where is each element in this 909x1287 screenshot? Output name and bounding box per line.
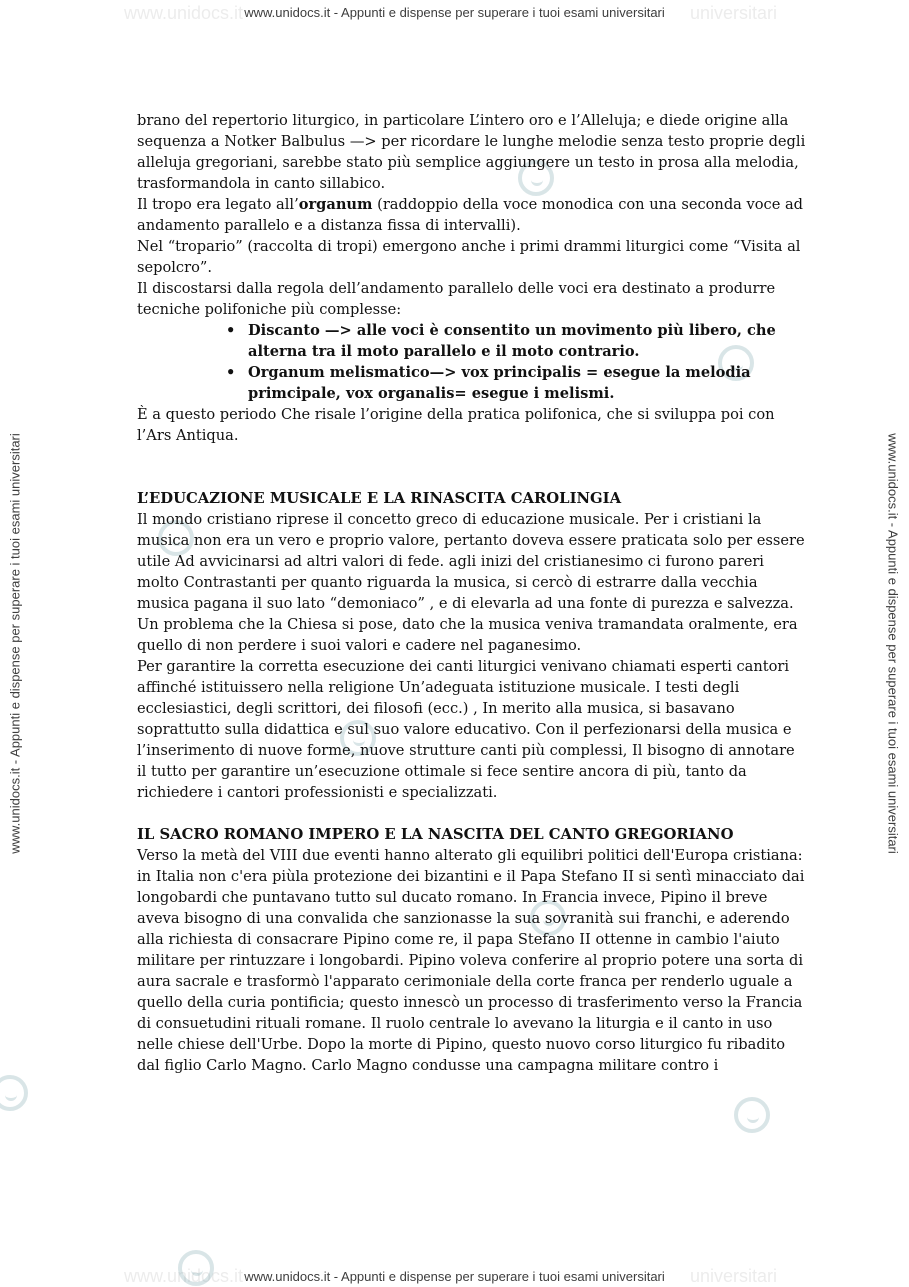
heading-educazione-musicale: L’EDUCAZIONE MUSICALE E LA RINASCITA CAROLINGIA xyxy=(137,490,622,507)
ghost-watermark-bottom-right: universitari xyxy=(690,1266,778,1286)
document-body xyxy=(137,110,807,1076)
unidocs-logo-icon xyxy=(734,1097,770,1133)
ghost-watermark-bottom-left: www.unidocs.it xyxy=(124,1266,244,1286)
paragraph-ars-antiqua: È a questo periodo Che risale l’origine della pratica polifonica, che si sviluppa poi con l’Ars Antiqua. xyxy=(137,406,775,444)
paragraph-tropario: Nel “tropario” (raccolta di tropi) emergono anche i primi drammi liturgici come “Visita al sepolcro”. xyxy=(137,238,801,276)
paragraph-tropo-end: (raddoppio della voce monodica con una seconda voce ad andamento parallelo e a distanza fissa di intervalli). xyxy=(137,196,804,234)
paragraph-esecuzione-canti: Per garantire la corretta esecuzione dei canti liturgici venivano chiamati esperti cantori affinché istituissero nella religione Un’adeguata istituzione musicale. I testi degli ecclesiastici, degli scrittori, dei filosofi (ecc.) , In merito alla musica, si basavano soprattutto sulla didattica e sul suo valore educativo. Con il perfezionarsi della musica e l’inserimento di nuove forme, nuove strutture canti più complessi, Il bisogno di annotare il tutto per garantire un’esecuzione ottimale si fece sentire ancora di più, tanto da richiedere i cantori professionisti e specializzati. xyxy=(137,658,795,801)
ghost-watermark-top-right: universitari xyxy=(690,3,778,23)
watermark-left-side: www.unidocs.it - Appunti e dispense per superare i tuoi esami universitari xyxy=(7,433,23,854)
term-organum: organum xyxy=(298,196,373,213)
ghost-watermark-top-left: www.unidocs.it xyxy=(124,3,244,23)
section-spacer xyxy=(137,803,807,824)
technique-list xyxy=(137,320,807,404)
watermark-right-side: www.unidocs.it - Appunti e dispense per superare i tuoi esami universitari xyxy=(885,433,901,854)
paragraph-tropo xyxy=(137,194,807,236)
section-spacer xyxy=(137,446,807,488)
watermark-header: www.unidocs.it - Appunti e dispense per superare i tuoi esami universitari xyxy=(244,5,665,20)
paragraph-sequenza: brano del repertorio liturgico, in particolare L’intero oro e l’Alleluja; e diede origine alla sequenza a Notker Balbulus —> per ricordare le lunghe melodie senza testo proprie degli alleluja gregoriani, sarebbe stato più semplice aggiungere un testo in prosa alla melodia, trasformandola in canto sillabico. xyxy=(137,112,806,192)
paragraph-polifonia-intro: Il discostarsi dalla regola dell’andamento parallelo delle voci era destinato a produrre tecniche polifoniche più complesse: xyxy=(137,280,776,318)
paragraph-mondo-cristiano: Il mondo cristiano riprese il concetto greco di educazione musicale. Per i cristiani la musica non era un vero e proprio valore, pertanto doveva essere praticata solo per essere utile Ad avvicinarsi ad altri valori di fede. agli inizi del cristianesimo ci furono pareri molto Contrastanti per quanto riguarda la musica, si cercò di estrarre dalla vecchia musica pagana il suo lato “demoniaco” , e di elevarla ad una fonte di purezza e salvezza. Un problema che la Chiesa si pose, dato che la musica veniva tramandata oralmente, era quello di non perdere i suoi valori e cadere nel paganesimo. xyxy=(137,511,805,654)
unidocs-logo-icon xyxy=(0,1075,28,1111)
list-item-organum-melismatico: • Organum melismatico—> vox principalis = esegue la melodia primcipale, vox organalis= esegue i melismi. xyxy=(248,362,807,404)
watermark-footer: www.unidocs.it - Appunti e dispense per superare i tuoi esami universitari xyxy=(244,1269,665,1284)
list-item-discanto: • Discanto —> alle voci è consentito un movimento più libero, che alterna tra il moto parallelo e il moto contrario. xyxy=(248,320,807,362)
paragraph-tropo-start: Il tropo era legato all’ xyxy=(137,196,299,213)
unidocs-logo-icon xyxy=(178,1250,214,1286)
paragraph-pipino: Verso la metà del VIII due eventi hanno alterato gli equilibri politici dell'Europa cristiana: in Italia non c'era piùla protezione dei bizantini e il Papa Stefano II si sentì minacciato dai longobardi che puntavano tutto sul ducato romano. In Francia invece, Pipino il breve aveva bisogno di una convalida che sanzionasse la sua sovranità sui franchi, e aderendo alla richiesta di consacrare Pipino come re, il papa Stefano II ottenne in cambio l'aiuto militare per rintuzzare i longobardi. Pipino voleva conferire al proprio potere una sorta di aura sacrale e trasformò l'apparato cerimoniale della corte franca per renderlo uguale a quello della curia pontificia; questo innescò un processo di trasferimento verso la Francia di consuetudini rituali romane. Il ruolo centrale lo avevano la liturgia e il canto in uso nelle chiese dell'Urbe. Dopo la morte di Pipino, questo nuovo corso liturgico fu ribadito dal figlio Carlo Magno. Carlo Magno condusse una campagna militare contro i xyxy=(137,847,805,1074)
heading-sacro-romano-impero: IL SACRO ROMANO IMPERO E LA NASCITA DEL CANTO GREGORIANO xyxy=(137,826,734,843)
